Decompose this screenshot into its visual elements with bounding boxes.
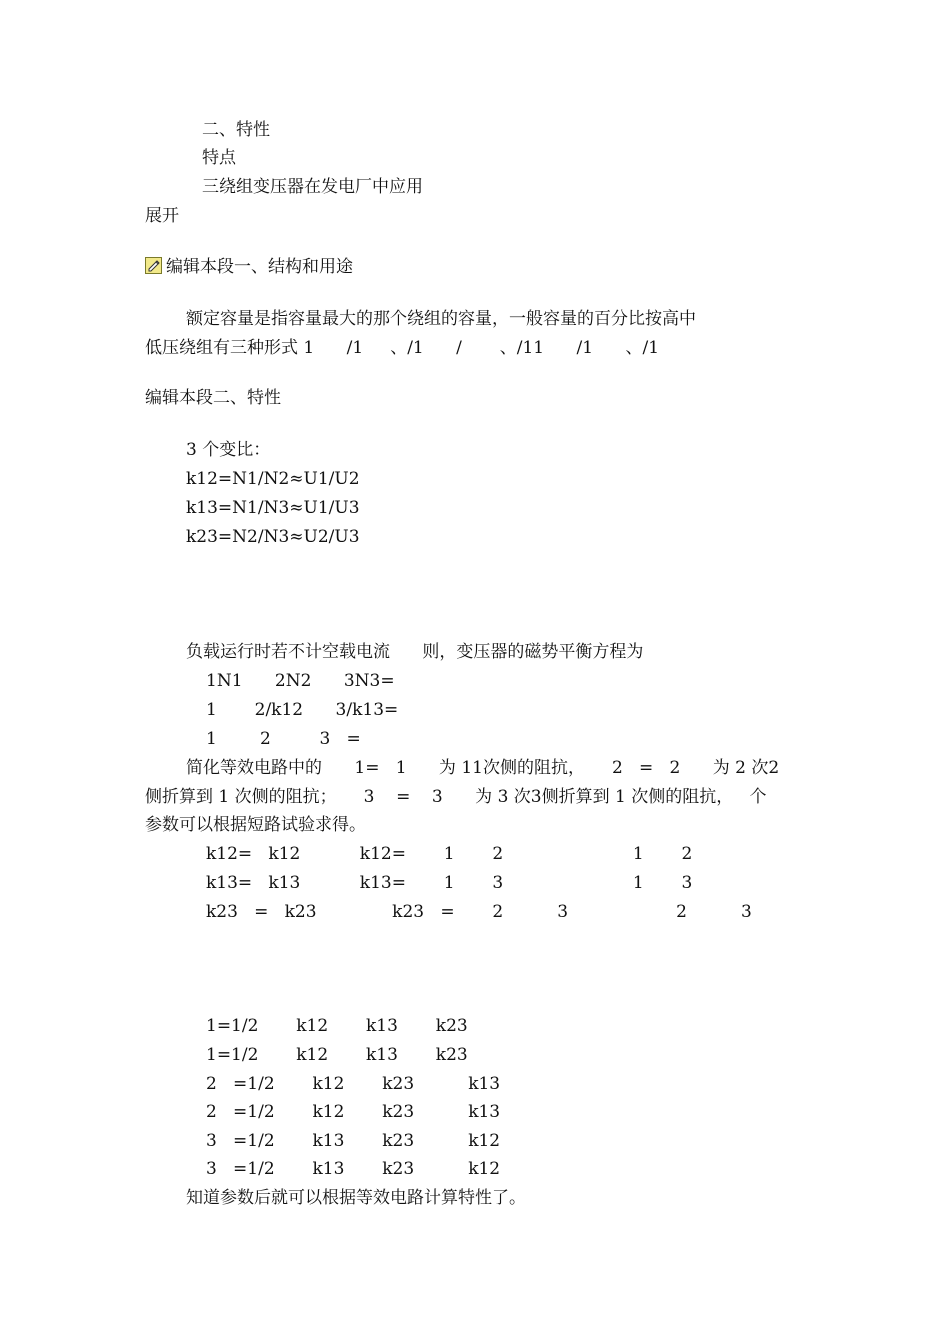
section2-heading: 编辑本段二、特性 (145, 388, 281, 408)
ratio-k12: k12=N1/N2≈U1/U2 (186, 469, 360, 489)
ratio-k23: k23=N2/N3≈U2/U3 (186, 527, 360, 547)
short-circuit-row-k13: k13= k13 k13= 1 3 1 3 (206, 873, 693, 893)
circuit-text-line1: 简化等效电路中的 1= 1 为 11次侧的阻抗， 2 = 2 为 2 次2 (186, 758, 780, 778)
ratio-title: 3 个变比： (186, 440, 271, 460)
section1-paragraph-line1: 额定容量是指容量最大的那个绕组的容量，一般容量的百分比按高中 (186, 309, 696, 329)
short-circuit-row-k23: k23 = k23 k23 = 2 3 2 3 (206, 902, 752, 922)
solve-row-2: 1=1/2 k12 k13 k23 (206, 1045, 468, 1065)
toc-item-power-plant-application[interactable]: 三绕组变压器在发电厂中应用 (202, 177, 423, 197)
toc-expand-link[interactable]: 展开 (145, 206, 179, 226)
solve-row-1: 1=1/2 k12 k13 k23 (206, 1016, 468, 1036)
toc-item-characteristics[interactable]: 二、特性 (202, 120, 270, 140)
solve-row-4: 2 =1/2 k12 k23 k13 (206, 1102, 501, 1122)
solve-row-3: 2 =1/2 k12 k23 k13 (206, 1074, 501, 1094)
section1-paragraph-line2: 低压绕组有三种形式 1 /1 、/1 / 、/11 /1 、/1 (145, 338, 660, 358)
balance-equation-2: 1 2/k12 3/k13= (206, 700, 399, 720)
solve-row-6: 3 =1/2 k13 k23 k12 (206, 1159, 501, 1179)
circuit-text-line2: 侧折算到 1 次侧的阻抗； 3 = 3 为 3 次3侧折算到 1 次侧的阻抗， 个 (145, 787, 767, 807)
section1-heading: 编辑本段一、结构和用途 (166, 257, 353, 277)
short-circuit-row-k12: k12= k12 k12= 1 2 1 2 (206, 844, 693, 864)
balance-equation-1: 1N1 2N2 3N3= (206, 671, 395, 691)
load-operation-line: 负载运行时若不计空载电流 则，变压器的磁势平衡方程为 (186, 642, 644, 662)
circuit-text-line3: 参数可以根据短路试验求得。 (145, 815, 366, 835)
ratio-k13: k13=N1/N3≈U1/U3 (186, 498, 360, 518)
balance-equation-3: 1 2 3 = (206, 729, 361, 749)
solve-row-5: 3 =1/2 k13 k23 k12 (206, 1131, 501, 1151)
edit-icon[interactable] (145, 257, 162, 274)
closing-sentence: 知道参数后就可以根据等效电路计算特性了。 (186, 1188, 526, 1208)
toc-item-features[interactable]: 特点 (202, 148, 236, 168)
